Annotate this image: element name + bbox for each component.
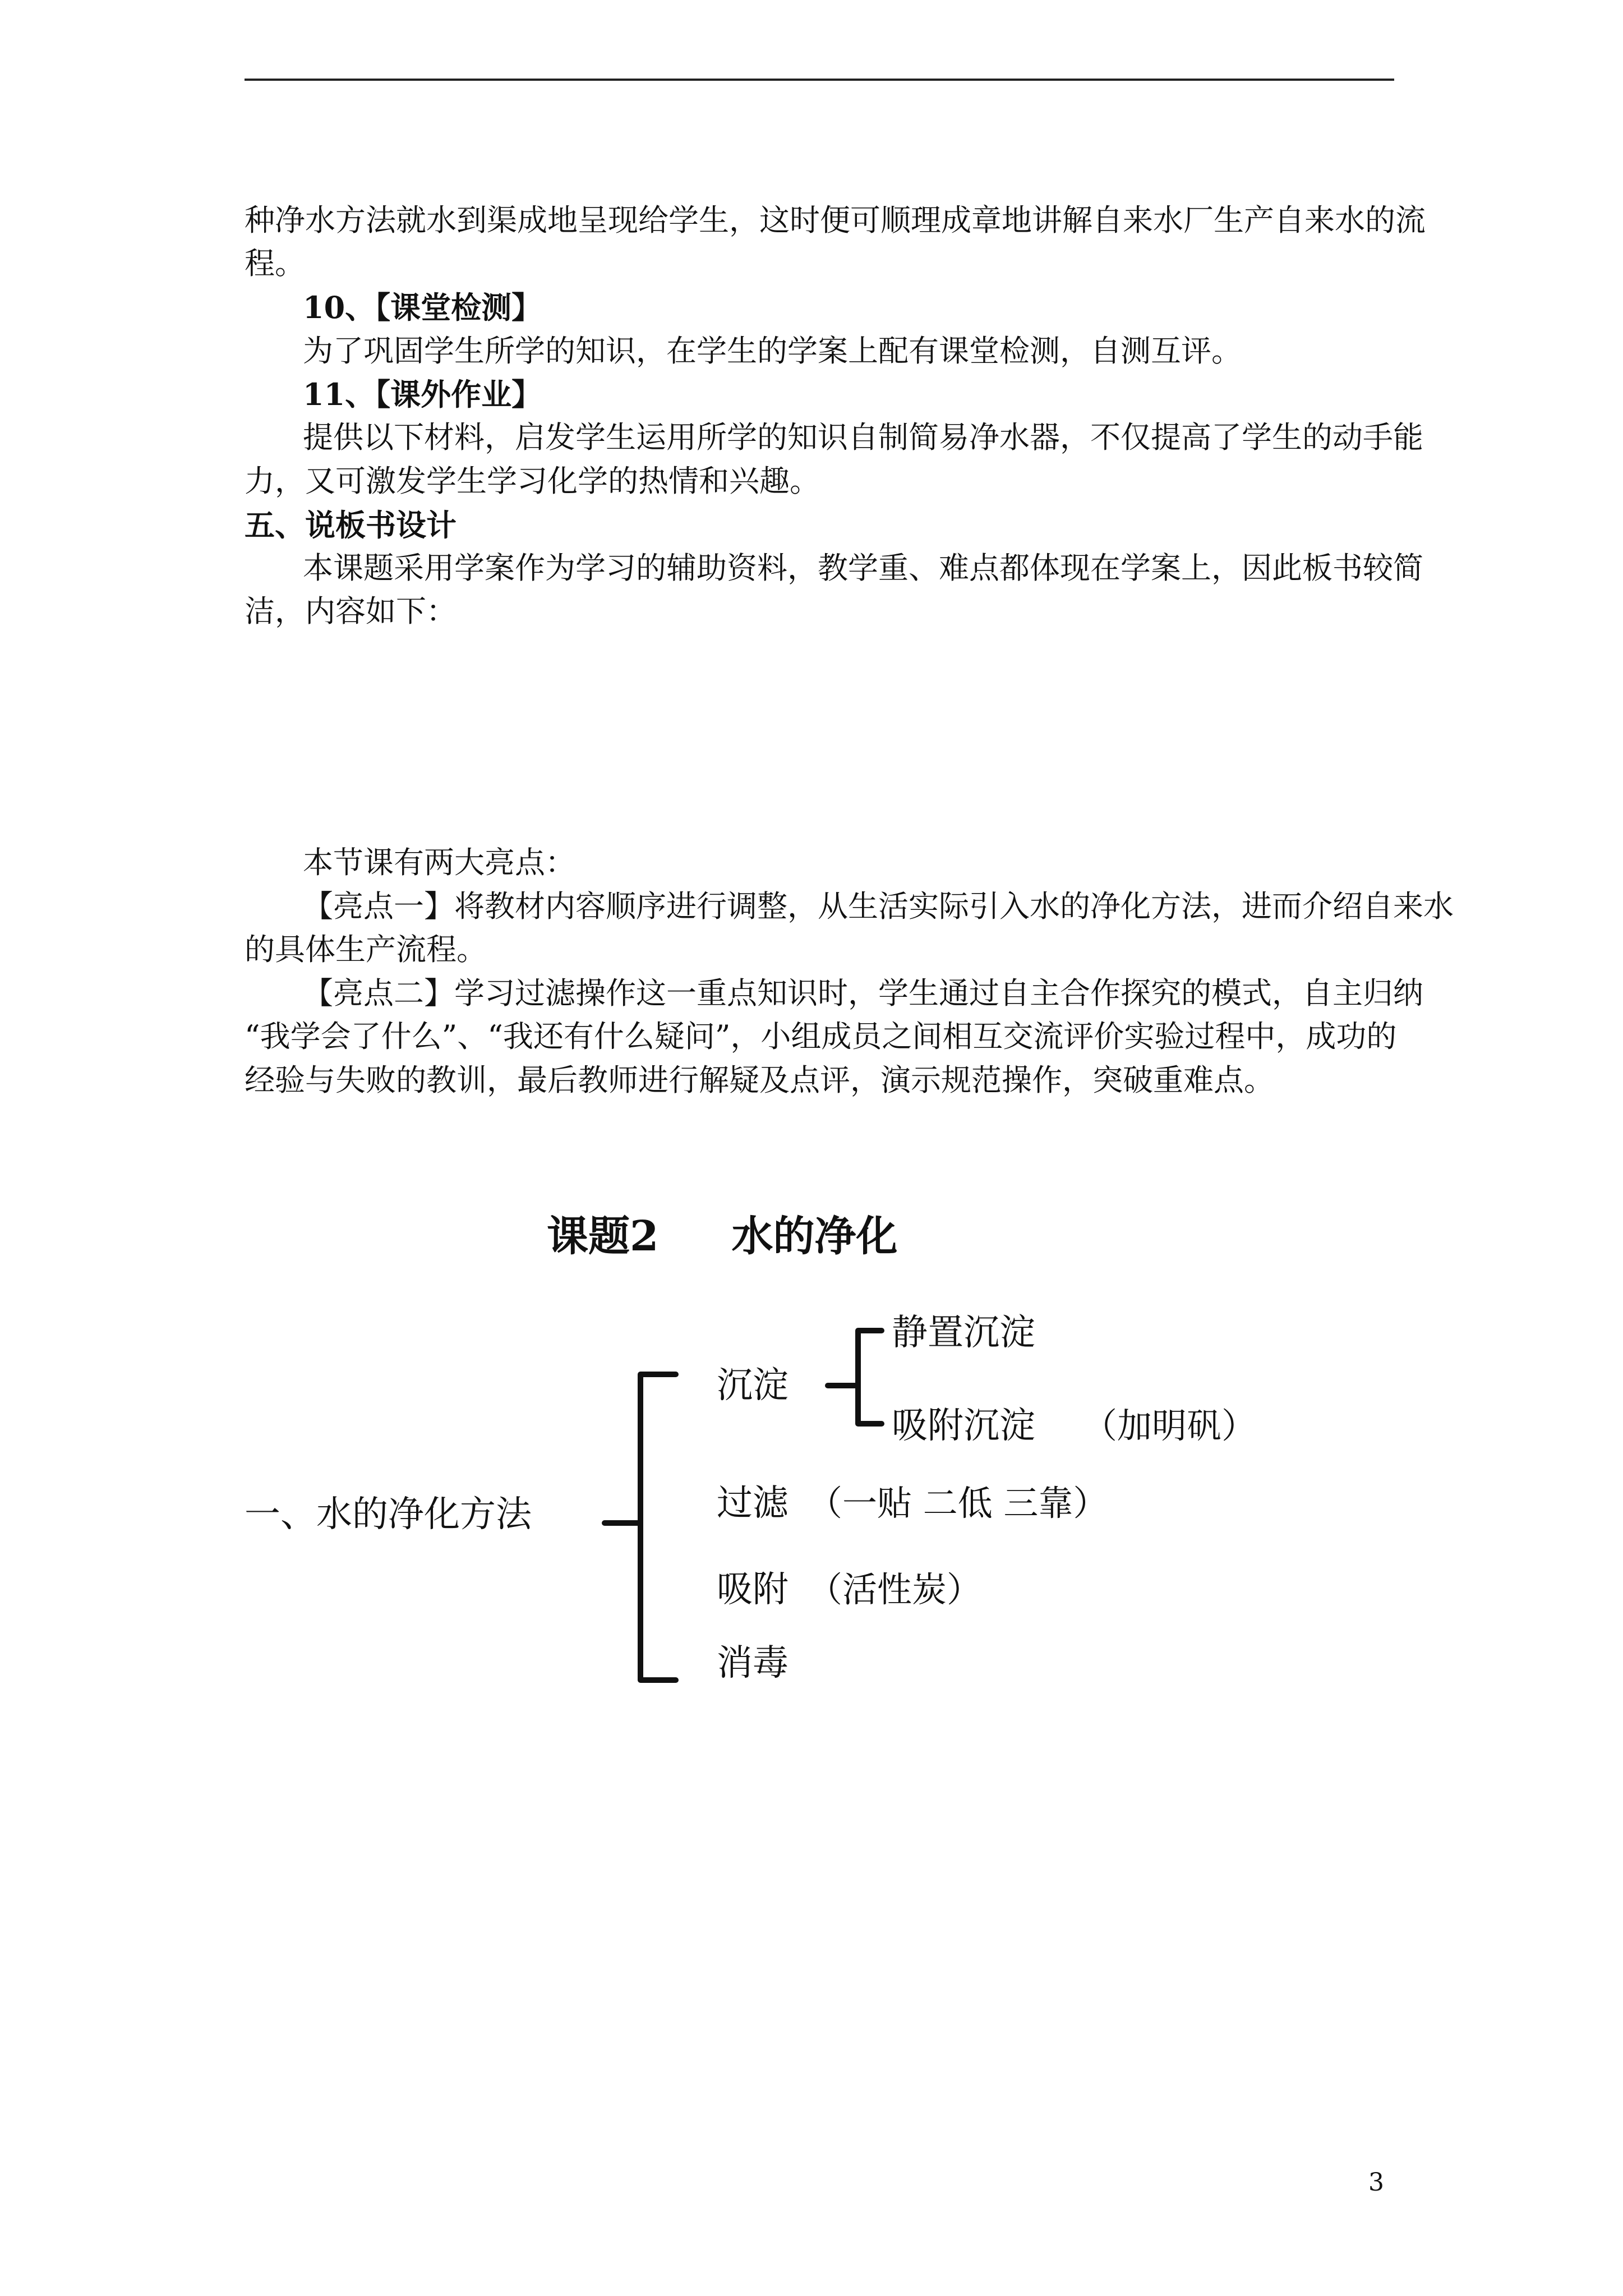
section-heading-11: 11、【课外作业】 (303, 376, 542, 412)
diagram-carbon-note: （活性炭） (808, 1569, 982, 1610)
diagram-adsorption-sedimentation: 吸附沉淀 (892, 1405, 1035, 1447)
paragraph-line: 洁，内容如下： (245, 593, 457, 629)
paragraph-line: 【亮点一】将教材内容顺序进行调整，从生活实际引入水的净化方法，进而介绍自来水 (303, 889, 1454, 924)
paragraph-line: 【亮点二】学习过滤操作这一重点知识时，学生通过自主合作探究的模式，自主归纳 (303, 976, 1423, 1011)
brace-main (605, 1374, 676, 1680)
diagram-title-topic: 课题2 (547, 1212, 659, 1260)
diagram-title-name: 水的净化 (731, 1212, 898, 1260)
page-number: 3 (1368, 2168, 1384, 2197)
paragraph-line: 种净水方法就水到渠成地呈现给学生，这时便可顺理成章地讲解自来水厂生产自来水的流 (245, 203, 1426, 238)
diagram-filtration-note: （一贴 二低 三靠） (808, 1483, 1108, 1524)
paragraph-line: 提供以下材料，启发学生运用所学的知识自制简易净水器，不仅提高了学生的动手能 (303, 420, 1423, 455)
diagram-alum-note: （加明矾） (1082, 1405, 1257, 1446)
diagram-disinfection: 消毒 (717, 1642, 789, 1684)
section-heading-10: 10、【课堂检测】 (303, 289, 542, 325)
paragraph-line: 本课题采用学案作为学习的辅助资料，教学重、难点都体现在学案上，因此板书较简 (303, 550, 1423, 586)
diagram-root: 一、水的净化方法 (245, 1494, 532, 1535)
section-heading-5: 五、说板书设计 (245, 507, 457, 543)
paragraph-line: 的具体生产流程。 (245, 932, 487, 967)
paragraph-line: 为了巩固学生所学的知识，在学生的学案上配有课堂检测，自测互评。 (303, 333, 1242, 369)
paragraph-line: 程。 (245, 246, 305, 281)
diagram-static-sedimentation: 静置沉淀 (892, 1312, 1035, 1354)
paragraph-line: 本节课有两大亮点： (303, 845, 575, 880)
paragraph-line: “我学会了什么”、“我还有什么疑问”，小组成员之间相互交流评价实验过程中，成功的 (245, 1019, 1397, 1054)
diagram-filtration: 过滤 (717, 1483, 789, 1524)
paragraph-line: 经验与失败的教训，最后教师进行解疑及点评，演示规范操作，突破重难点。 (245, 1062, 1274, 1098)
diagram-sedimentation: 沉淀 (717, 1365, 789, 1406)
diagram-adsorption: 吸附 (717, 1569, 789, 1611)
brace-sedimentation (828, 1331, 882, 1424)
paragraph-line: 力，又可激发学生学习化学的热情和兴趣。 (245, 463, 820, 499)
